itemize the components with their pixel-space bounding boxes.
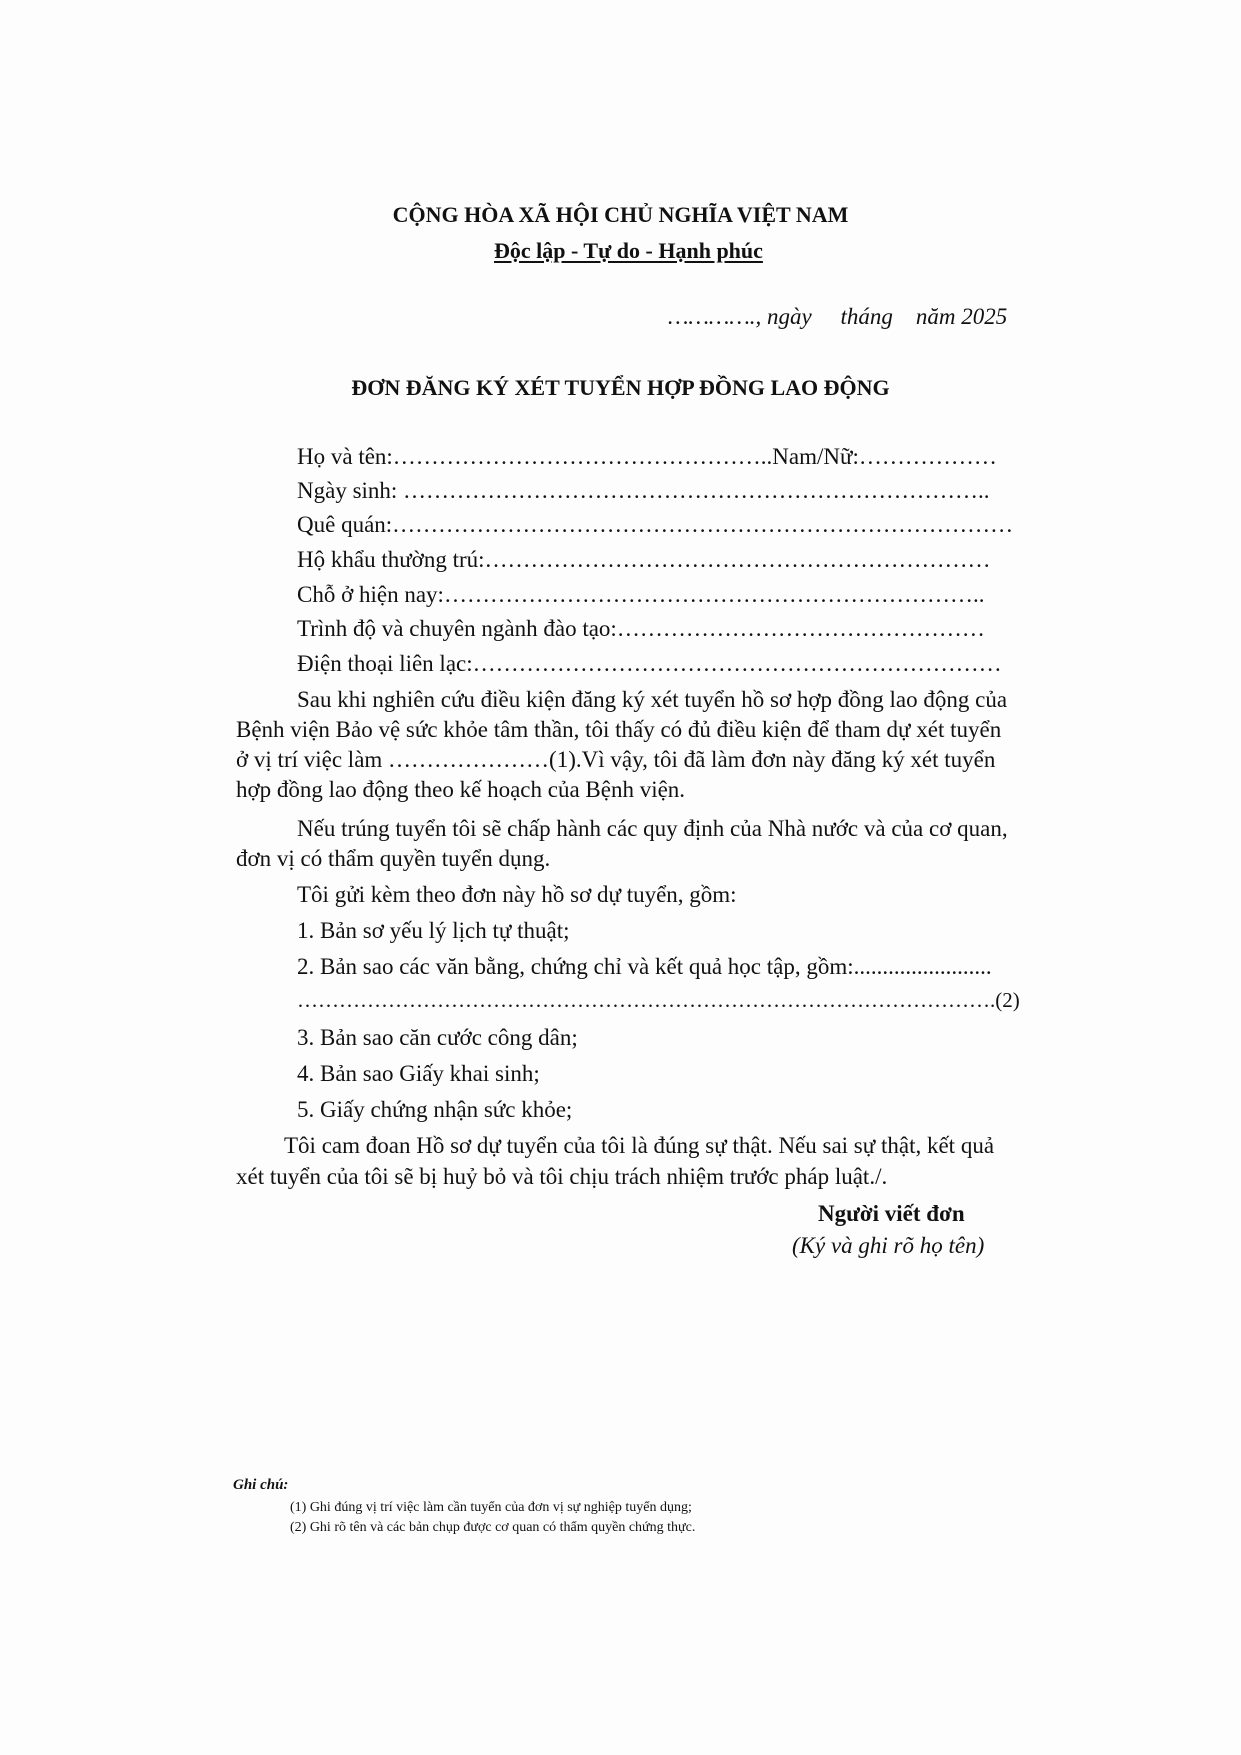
paragraph-commitment-line2: đơn vị có thẩm quyền tuyển dụng.: [236, 846, 551, 871]
field-phone: Điện thoại liên lạc:……………………………………………………………: [297, 651, 1002, 676]
field-birth-date: Ngày sinh: …………………………………………………………………..: [297, 478, 990, 503]
country-name: CỘNG HÒA XÃ HỘI CHỦ NGHĨA VIỆT NAM: [392, 202, 849, 227]
attachment-item-3: 3. Bản sao căn cước công dân;: [297, 1025, 578, 1050]
pledge-line2: xét tuyển của tôi sẽ bị huỷ bỏ và tôi chịu trách nhiệm trước pháp luật./.: [236, 1164, 888, 1189]
paragraph-study-line1: Sau khi nghiên cứu điều kiện đăng ký xét tuyển hồ sơ hợp đồng lao động của: [297, 687, 1008, 712]
paragraph-study-line3: ở vị trí việc làm …………………(1).Vì vậy, tôi đã làm đơn này đăng ký xét tuyển: [236, 747, 996, 772]
attachment-item-2: 2. Bản sao các văn bằng, chứng chỉ và kết quả học tập, gồm:........................: [297, 954, 992, 979]
field-full-name: Họ và tên:…………………………………………..Nam/Nữ:………………: [297, 444, 997, 469]
pledge-line1: Tôi cam đoan Hồ sơ dự tuyển của tôi là đúng sự thật. Nếu sai sự thật, kết quả: [284, 1133, 995, 1158]
form-title: ĐƠN ĐĂNG KÝ XÉT TUYỂN HỢP ĐỒNG LAO ĐỘNG: [351, 375, 890, 400]
signature-label: Người viết đơn: [818, 1201, 965, 1226]
attachments-intro: Tôi gửi kèm theo đơn này hồ sơ dự tuyển, gồm:: [297, 882, 737, 907]
national-motto: Độc lập - Tự do - Hạnh phúc: [494, 238, 763, 263]
attachment-item-4: 4. Bản sao Giấy khai sinh;: [297, 1061, 540, 1086]
paragraph-study-line2: Bệnh viện Bảo vệ sức khỏe tâm thần, tôi thấy có đủ điều kiện để tham dự xét tuyển: [236, 717, 1002, 742]
field-current-address: Chỗ ở hiện nay:……………………………………………………………..: [297, 582, 985, 607]
paragraph-commitment-line1: Nếu trúng tuyển tôi sẽ chấp hành các quy định của Nhà nước và của cơ quan,: [297, 816, 1008, 841]
note-item-1: (1) Ghi đúng vị trí việc làm cần tuyển của đơn vị sự nghiệp tuyển dụng;: [290, 1500, 692, 1515]
notes-heading: Ghi chú:: [233, 1477, 289, 1493]
field-permanent-address: Hộ khẩu thường trú:…………………………………………………………: [297, 547, 991, 572]
signature-hint: (Ký và ghi rõ họ tên): [792, 1233, 985, 1258]
paragraph-study-line4: hợp đồng lao động theo kế hoạch của Bệnh viện.: [236, 777, 686, 802]
field-education: Trình độ và chuyên ngành đào tạo:…………………………………………: [297, 616, 985, 641]
field-hometown: Quê quán:………………………………………………………………………: [297, 512, 1014, 537]
date-line: …………., ngày tháng năm 2025: [668, 304, 1008, 329]
attachment-item-5: 5. Giấy chứng nhận sức khỏe;: [297, 1097, 573, 1122]
note-item-2: (2) Ghi rõ tên và các bản chụp được cơ quan có thẩm quyền chứng thực.: [290, 1520, 696, 1535]
attachment-item-2-continued: ……………………………………………………………………………………….(2): [297, 988, 1020, 1012]
attachment-item-1: 1. Bản sơ yếu lý lịch tự thuật;: [297, 918, 570, 943]
